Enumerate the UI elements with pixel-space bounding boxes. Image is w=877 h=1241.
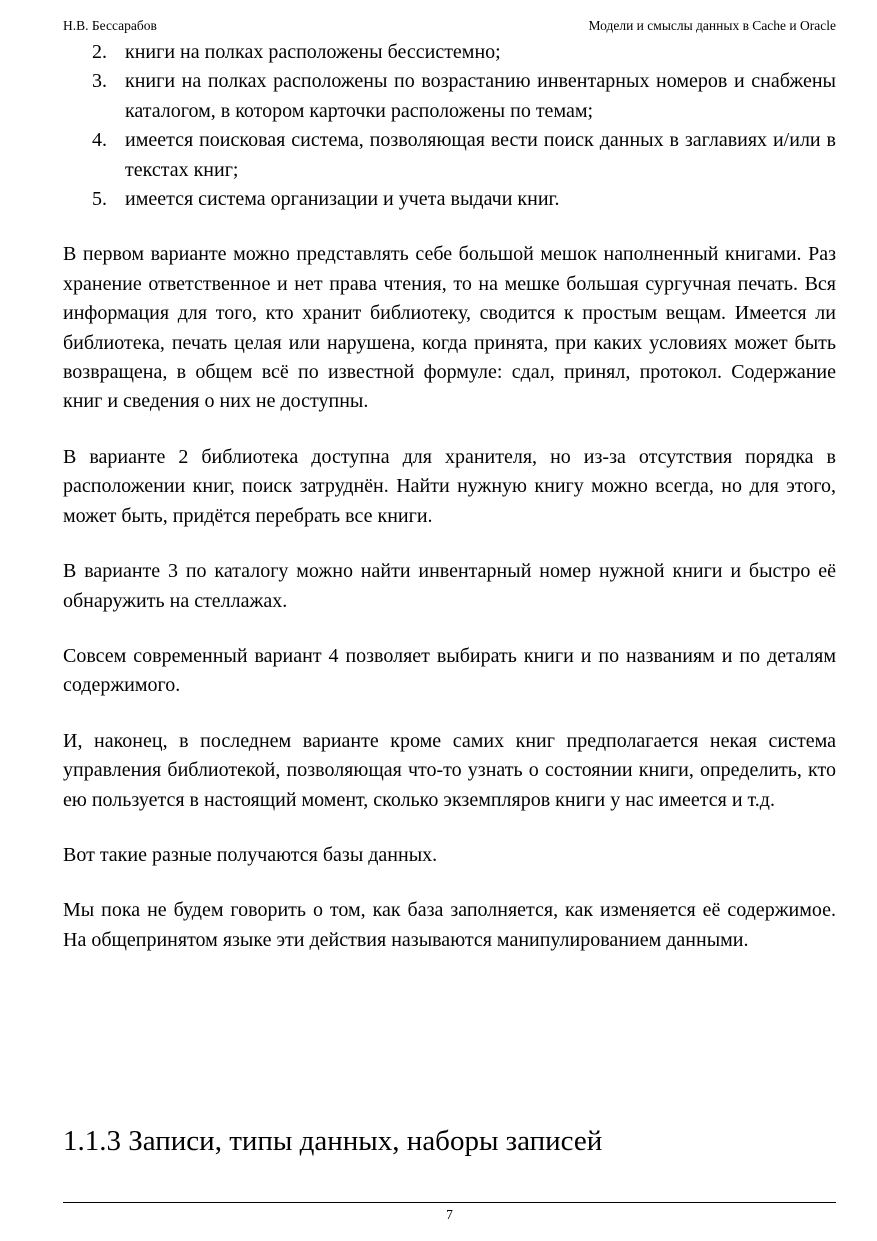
- list-item-number: 3.: [92, 70, 107, 93]
- main-content: [63, 38, 836, 955]
- section-heading: 1.1.3 Записи, типы данных, наборы записей: [63, 1125, 603, 1157]
- paragraph: В варианте 3 по каталогу можно найти инвентарный номер нужной книги и быстро её обнаружить на стеллажах.: [63, 560, 836, 612]
- list-item-text: имеется система организации и учета выдачи книг.: [125, 188, 560, 211]
- paragraph: Вот такие разные получаются базы данных.: [63, 843, 438, 866]
- paragraph: В первом варианте можно представлять себе большой мешок наполненный книгами. Раз хранение ответственное и нет права чтения, то на мешке большая сургучная печать. Вся информация для того, кто хранит библиотеку, сводится к простым вещам. Имеется ли библиотека, печать целая или нарушена, когда принята, при каких условиях может быть возвращена, в общем всё по известной формуле: сдал, принял, протокол. Содержание книг и сведения о них не доступны.: [63, 243, 836, 413]
- list-item-text: книги на полках расположены по возрастанию инвентарных номеров и снабжены каталогом, в котором карточки расположены по темам;: [125, 70, 836, 122]
- numbered-list: [63, 38, 836, 214]
- list-item: [92, 185, 836, 214]
- list-item: [92, 38, 836, 67]
- paragraph: И, наконец, в последнем варианте кроме самих книг предполагается некая система управления библиотекой, позволяющая что-то узнать о состоянии книги, определить, кто ею пользуется в настоящий момент, сколько экземпляров книги у нас имеется и т.д.: [63, 729, 836, 811]
- list-item-number: 4.: [92, 129, 107, 152]
- page-number: 7: [446, 1207, 453, 1222]
- paragraph: Мы пока не будем говорить о том, как база заполняется, как изменяется её содержимое. На общепринятом языке эти действия называются манипулированием данными.: [63, 899, 836, 951]
- list-item: [92, 67, 836, 126]
- header-author: Н.В. Бессарабов: [63, 18, 157, 33]
- paragraph: Совсем современный вариант 4 позволяет выбирать книги и по названиям и по деталям содержимого.: [63, 644, 836, 697]
- footer-divider: [63, 1202, 836, 1203]
- list-item-text: имеется поисковая система, позволяющая вести поиск данных в заглавиях и/или в текстах книг;: [125, 129, 836, 181]
- paragraph: В варианте 2 библиотека доступна для хранителя, но из-за отсутствия порядка в расположении книг, поиск затруднён. Найти нужную книгу можно всегда, но для этого, может быть, придётся перебрать все книги.: [63, 445, 836, 527]
- list-item-text: книги на полках расположены бессистемно;: [125, 41, 501, 63]
- header-title: Модели и смыслы данных в Cache и Oracle: [588, 18, 836, 33]
- running-header: [63, 16, 836, 36]
- list-item-number: 2.: [92, 41, 107, 63]
- list-item: [92, 126, 836, 185]
- list-item-number: 5.: [92, 188, 107, 211]
